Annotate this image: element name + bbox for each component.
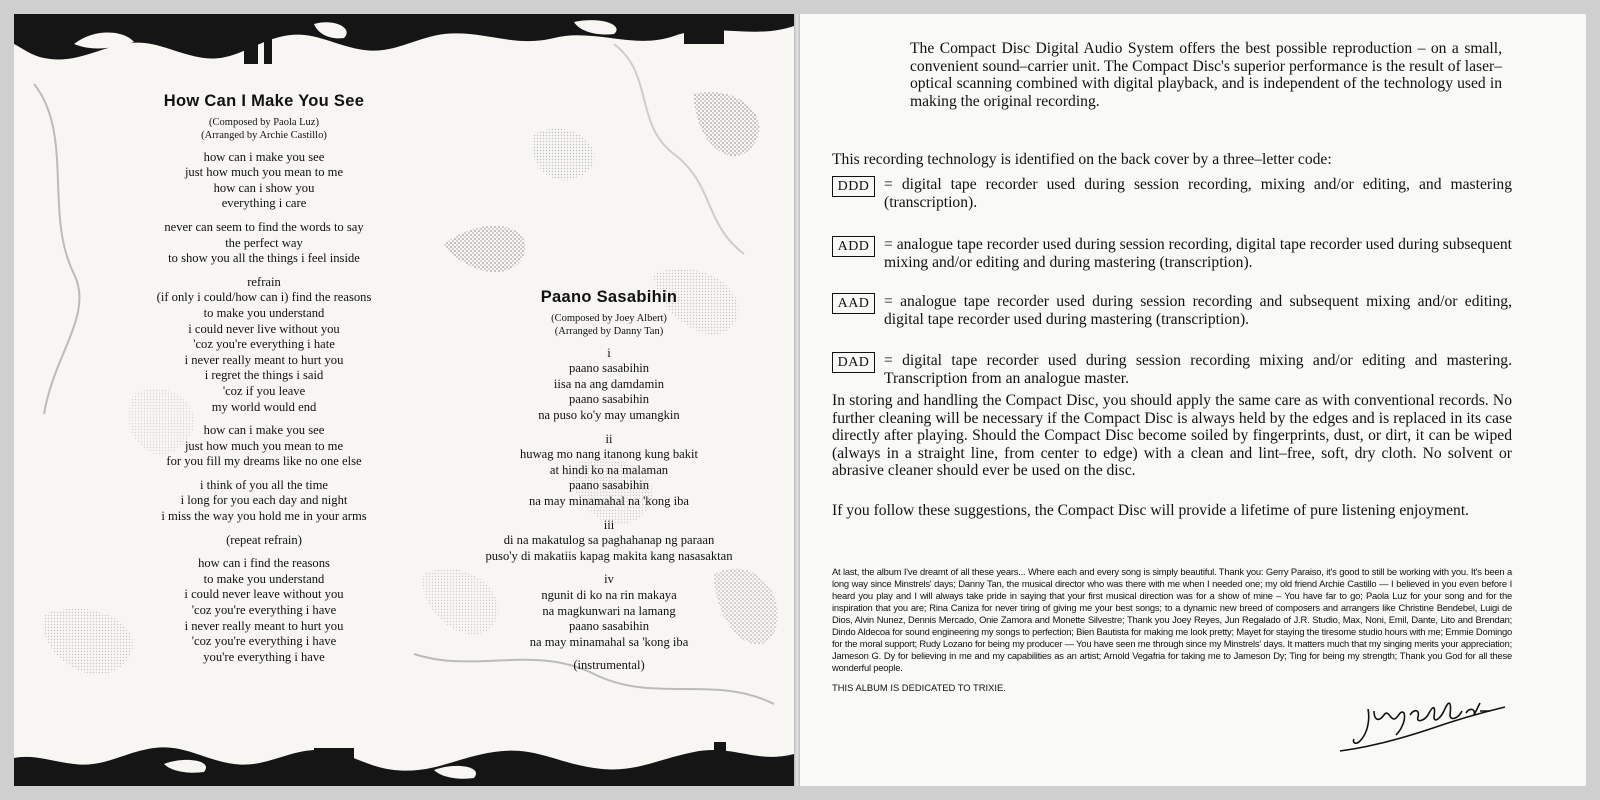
repeat-refrain-note: (repeat refrain) — [226, 532, 302, 547]
song-paano-sasabihin — [454, 290, 764, 682]
refrain-stanza — [114, 275, 414, 415]
stanza — [454, 658, 764, 674]
stanza-number: ii — [605, 431, 613, 446]
lyrics-page — [14, 14, 794, 786]
lyric-line: i never really meant to hurt you — [184, 618, 344, 633]
cd-info-page — [800, 14, 1586, 786]
arranger-credit: (Arranged by Danny Tan) — [554, 325, 664, 337]
lyric-line: never can seem to find the words to say — [164, 219, 364, 234]
code-badge: DAD — [832, 352, 875, 373]
code-description: = analogue tape recorder used during session recording, digital tape recorder used during subsequent mixing and/or editing and during mastering (transcription). — [884, 236, 1513, 271]
lyric-line: you're everything i have — [203, 649, 325, 664]
lyric-line: i never really meant to hurt you — [184, 352, 344, 367]
lyric-line: i miss the way you hold me in your arms — [161, 509, 367, 524]
stanza-number: i — [607, 345, 611, 360]
lyric-line: na magkunwari na lamang — [542, 603, 676, 618]
lyric-line: how can i make you see — [203, 423, 325, 438]
lyric-line: na puso ko'y may umangkin — [538, 407, 680, 422]
lyric-line: the perfect way — [225, 235, 303, 250]
lyric-line: to show you all the things i feel inside — [168, 251, 360, 266]
lyric-line: i could never leave without you — [184, 587, 344, 602]
composer-credit: (Composed by Joey Albert) — [551, 312, 667, 324]
song-how-can-i-make-you-see — [114, 94, 414, 673]
lyric-line: ngunit di ko na rin makaya — [541, 587, 677, 602]
lyric-line: how can i make you see — [203, 149, 325, 164]
song-credits — [454, 312, 764, 338]
lyric-line: everything i care — [221, 196, 307, 211]
lyric-line: di na makatulog sa paghahanap ng paraan — [503, 533, 715, 548]
lyric-line: paano sasabihin — [568, 392, 650, 407]
lyric-line: paano sasabihin — [568, 619, 650, 634]
stanza — [114, 150, 414, 212]
lyric-line: my world would end — [211, 399, 317, 414]
code-badge: AAD — [832, 293, 875, 314]
lyric-line: how can i find the reasons — [198, 556, 330, 571]
code-description: = analogue tape recorder used during session recording and subsequent mixing and/or editing, digital tape recorder used during mastering (transcription). — [884, 293, 1512, 328]
cd-system-intro: The Compact Disc Digital Audio System offers the best possible reproduction – on a small, convenient sound–carrier unit. The Compact Disc's superior performance is the result of laser–optical scanning combined with digital playback, and is independent of the technology used in making the original recording. — [910, 40, 1502, 110]
lyric-line: i could never live without you — [188, 321, 340, 336]
stanza — [114, 478, 414, 525]
lyric-line: at hindi ko na malaman — [549, 462, 669, 477]
code-intro: This recording technology is identified on the back cover by a three–letter code: — [832, 151, 1332, 168]
closing-note: If you follow these suggestions, the Compact Disc will provide a lifetime of pure listening enjoyment. — [832, 502, 1470, 519]
dedication: THIS ALBUM IS DEDICATED TO TRIXIE. — [832, 682, 1006, 693]
lyric-line: to make you understand — [203, 571, 325, 586]
signature-image — [1330, 689, 1510, 759]
refrain-label: refrain — [247, 274, 281, 289]
stanza — [454, 432, 764, 510]
stanza — [114, 423, 414, 470]
stanza — [114, 556, 414, 665]
composer-credit: (Composed by Paola Luz) — [209, 116, 319, 128]
song-credits — [114, 116, 414, 142]
lyric-line: iisa na ang damdamin — [553, 376, 665, 391]
stanza — [454, 572, 764, 650]
song-title: Paano Sasabihin — [540, 288, 678, 306]
lyric-line: (if only i could/how can i) find the reasons — [156, 290, 372, 305]
marble-border-bottom — [14, 734, 794, 786]
lyric-line: puso'y di makatiis kapag makita kang nasasaktan — [485, 548, 733, 563]
lyric-line: just how much you mean to me — [184, 438, 344, 453]
lyric-line: 'coz if you leave — [222, 383, 306, 398]
stanza-number: iii — [603, 517, 615, 532]
code-badge: DDD — [832, 176, 875, 197]
lyric-line: 'coz you're everything i have — [191, 603, 337, 618]
lyric-line: i long for you each day and night — [180, 493, 348, 508]
stanza-number: iv — [604, 572, 614, 587]
acknowledgements: At last, the album I've dreamt of all these years... Where each and every song is simply beautiful. Thank you: Gerry Paraiso, it's good to still be working with you. It's been a long way since Minstrels' days; Danny Tan, the musical director who was there with me when I needed one; my old friend Archie Castillo — I believed in you even before I heard you play and I will always take pride in saying that your first musical direction was for a show of mine – You have far to go; Paola Luz for your song and for the inspiration that you are; Rina Caniza for never tiring of giving me your best songs; to a dynamic new breed of composers and arrangers like Christine Bendebel, Luigi de Dios, Alvin Nunez, Dennis Mercado, Onie Zamora and Monette Silvestre; Thank you Joey Reyes, Jun Regalado of J.R. Studio, Max, Noni, Emil, Dante, Lito and Brendan; Dindo Aldecoa for sound engineering my songs to perfection; Bien Bautista for making me look pretty; Mayet for staying the tiresome studio hours with me; Emmie Domingo for the moral support; Rudy Lozano for being my producer — You have seen me through since my Minstrels' days. It matters much that my singing merits your appreciation; Jameson G. Dy for believing in me and my capabilities as an artist; Arnold Vegafria for taking me to Jameson Dy; Ting for being my strength; Thank you God for all these wonderful people. — [832, 566, 1512, 673]
lyric-line: na may minamahal na 'kong iba — [529, 493, 689, 508]
lyric-line: paano sasabihin — [568, 361, 650, 376]
instrumental-note: (instrumental) — [573, 658, 645, 673]
lyric-line: i regret the things i said — [204, 368, 324, 383]
lyric-line: for you fill my dreams like no one else — [166, 454, 362, 469]
lyric-line: huwag mo nang itanong kung bakit — [519, 447, 699, 462]
lyric-line: 'coz you're everything i hate — [193, 337, 335, 352]
code-description: = digital tape recorder used during session recording mixing and/or editing and mastering. Transcription from an analogue master. — [884, 352, 1512, 387]
marble-border-top — [14, 14, 794, 70]
stanza — [454, 518, 764, 565]
care-instructions: In storing and handling the Compact Disc, you should apply the same care as with conventional records. No further cleaning will be necessary if the Compact Disc is always held by the edges and is replaced in its case directly after playing. Should the Compact Disc become soiled by fingerprints, dust, or dirt, it can be wiped (always in a straight line, from center to edge) with a clean and lint–free, soft, dry cloth. No solvent or abrasive cleaner should ever be used on the disc. — [832, 392, 1512, 480]
stanza — [454, 346, 764, 424]
song-title: How Can I Make You See — [163, 92, 365, 110]
stanza — [114, 220, 414, 267]
lyric-line: to make you understand — [203, 305, 325, 320]
lyric-line: na may minamahal sa 'kong iba — [529, 634, 689, 649]
lyric-line: just how much you mean to me — [184, 165, 344, 180]
lyric-line: i think of you all the time — [199, 477, 329, 492]
code-badge: ADD — [832, 236, 875, 257]
code-description: = digital tape recorder used during session recording, mixing and/or editing, and mastering (transcription). — [884, 176, 1512, 211]
lyric-line: 'coz you're everything i have — [191, 634, 337, 649]
stanza — [114, 533, 414, 549]
lyric-line: how can i show you — [213, 180, 315, 195]
lyric-line: paano sasabihin — [568, 478, 650, 493]
arranger-credit: (Arranged by Archie Castillo) — [201, 129, 327, 141]
